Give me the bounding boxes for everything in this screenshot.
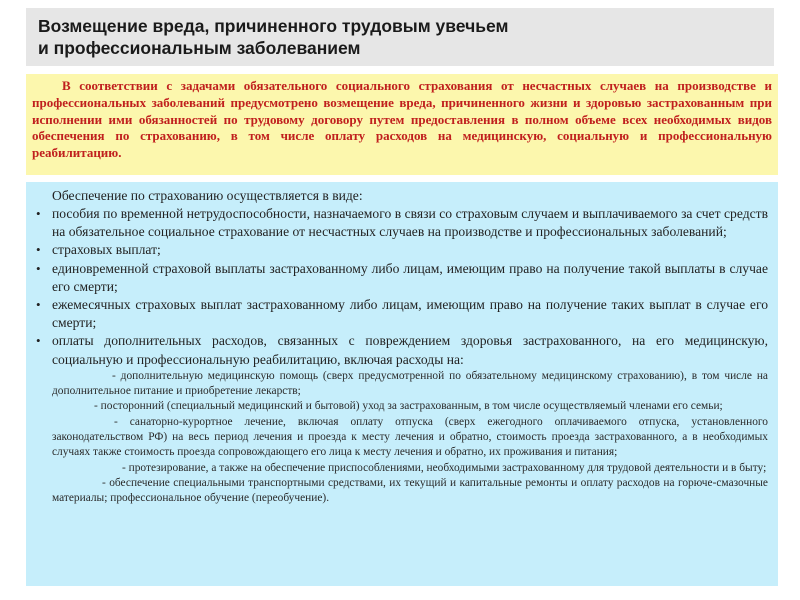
sublist-item: - дополнительную медицинскую помощь (сверх предусмотренной по обязательному медицинскому страхованию), в том числе на дополнительное питание и приобретение лекарств;: [52, 369, 768, 398]
list-item-text: страховых выплат;: [52, 242, 161, 258]
coverage-list: [34, 205, 768, 369]
list-lead: Обеспечение по страхованию осуществляется в виде:: [52, 188, 363, 203]
sublist-item: - протезирование, а также на обеспечение приспособлениями, необходимыми застрахованному для трудовой деятельности и в быту;: [122, 461, 767, 474]
sublist-item: - обеспечение специальными транспортными средствами, их текущий и капитальные ремонты и оплату расходов на горюче-смазочные материалы; профессиональное обучение (переобучение).: [52, 476, 768, 505]
list-item: [34, 241, 768, 259]
list-item-text: единовременной страховой выплаты застрахованному либо лицам, имеющим право на получение такой выплаты в случае его смерти;: [52, 260, 768, 294]
sublist-item: - санаторно-курортное лечение, включая оплату отпуска (сверх ежегодного оплачиваемого отпуска, установленного законодательством РФ) на весь период лечения и проезда к месту лечения и обратно, стоимость проезда застрахованного, а в необходимых случаях также стоимость проезда сопровождающего его лица к месту лечения и обратно, их проживания и питания;: [52, 415, 768, 459]
list-item-text: ежемесячных страховых выплат застрахованному либо лицам, имеющим право на получение таких выплат в случае его смерти;: [52, 297, 768, 331]
sublist-item: - посторонний (специальный медицинский и бытовой) уход за застрахованным, в том числе осуществляемый членами его семьи;: [94, 400, 723, 413]
list-item: [34, 296, 768, 332]
slide-title-box: [26, 8, 774, 66]
list-item: [34, 205, 768, 241]
bullet-icon: •: [36, 260, 41, 276]
slide-title-line-2: и профессиональным заболеванием: [38, 38, 361, 58]
intro-paragraph: В соответствии с задачами обязательного социального страхования от несчастных случаев на производстве и профессиональных заболеваний предусмотрено возмещение вреда, причиненного жизни и здоровью застрахованным при исполнении ими обязанностей по трудовому договору путем предоставления в полном объеме всех необходимых видов обеспечения по страхованию, в том числе оплату расходов на медицинскую, социальную и профессиональную реабилитацию.: [32, 78, 772, 161]
bullet-icon: •: [36, 242, 41, 258]
list-item: [34, 260, 768, 296]
expense-sublist: [34, 369, 768, 507]
bullet-icon: •: [36, 297, 41, 313]
bullet-icon: •: [36, 333, 41, 349]
slide-title-line-1: Возмещение вреда, причиненного трудовым увечьем: [38, 16, 509, 36]
list-item-text: оплаты дополнительных расходов, связанных с повреждением здоровья застрахованного, на его медицинскую, социальную и профессиональную реабилитацию, включая расходы на:: [52, 333, 768, 367]
list-item: [34, 332, 768, 368]
list-item-text: пособия по временной нетрудоспособности, назначаемого в связи со страховым случаем и выплачиваемого за счет средств на обязательное социальное страхование от несчастных случаев на производстве и профессиональных заболеваний;: [52, 206, 768, 240]
bullet-icon: •: [36, 206, 41, 221]
coverage-list-box: [26, 182, 778, 586]
intro-highlight-box: [26, 74, 778, 175]
